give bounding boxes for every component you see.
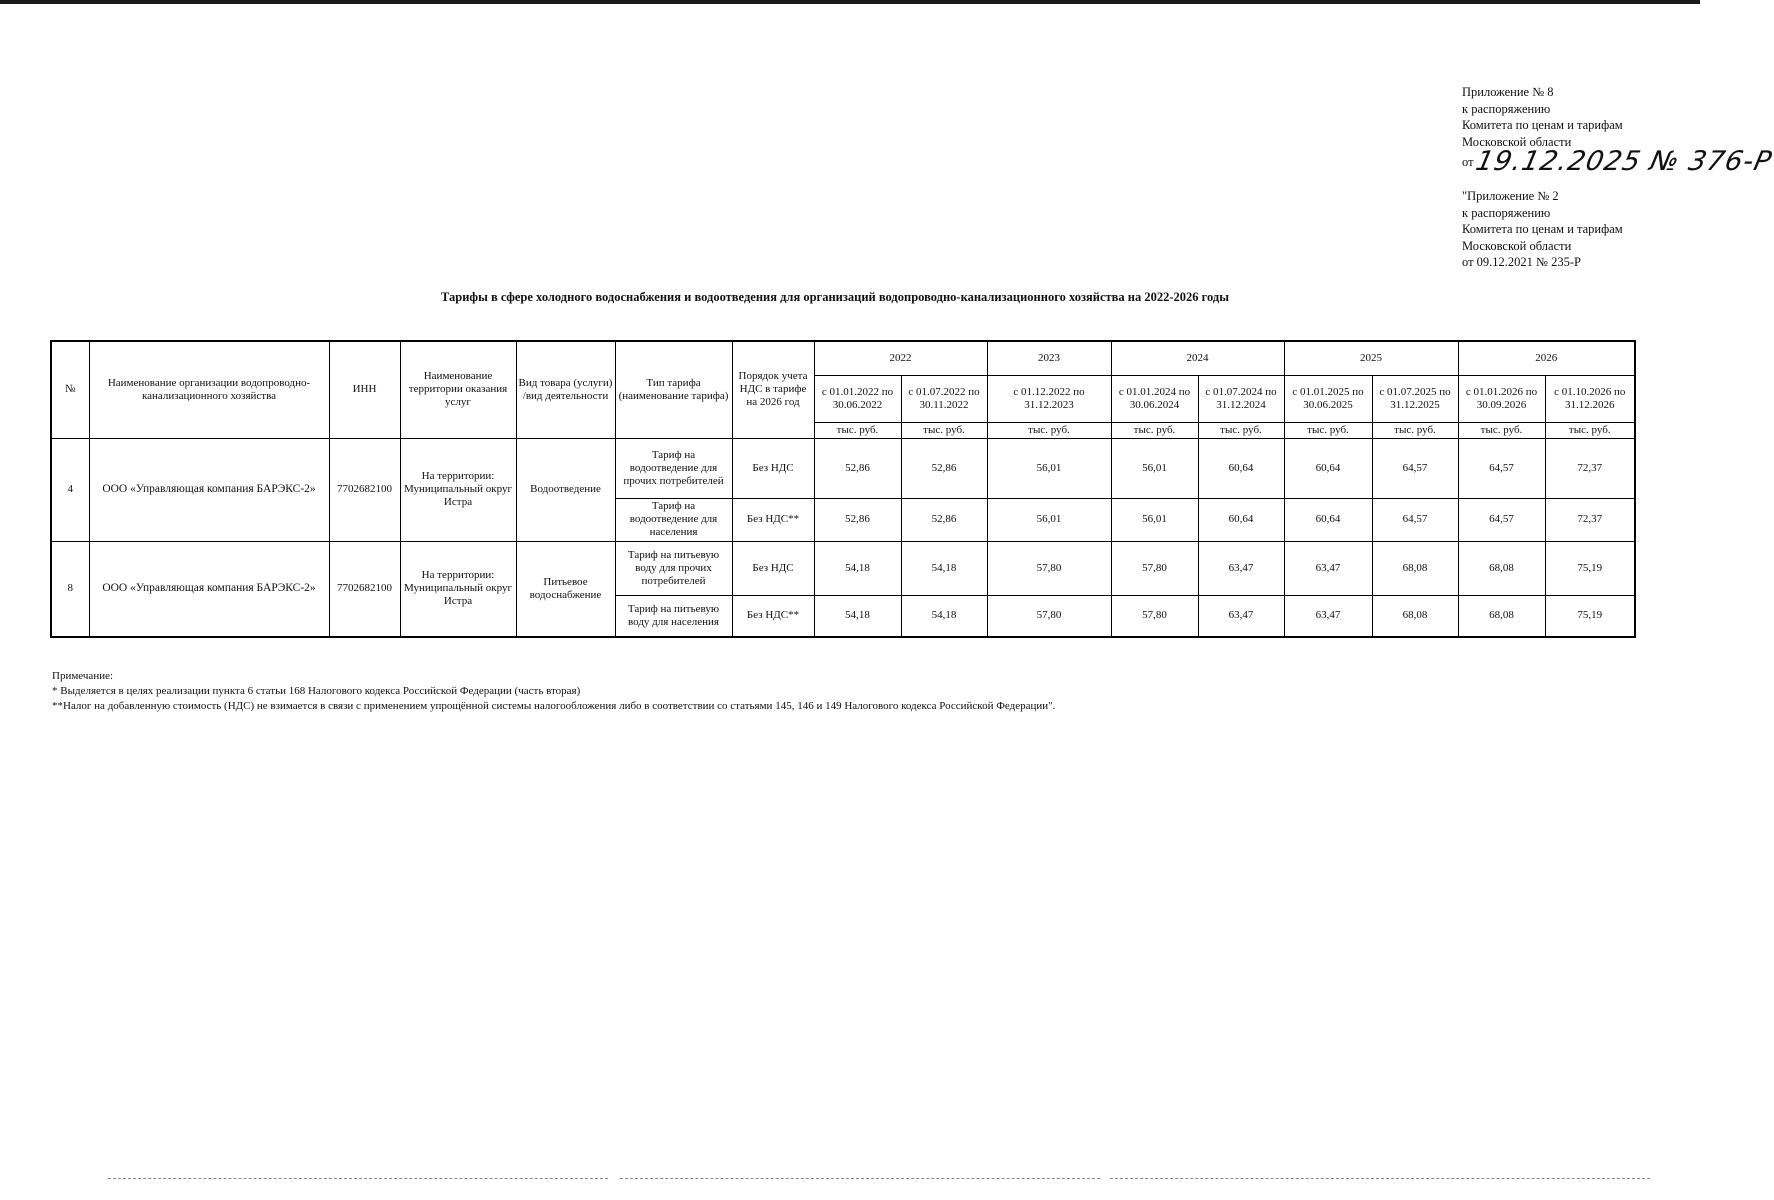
tariff-value: 54,18 (814, 541, 901, 595)
header-unit: тыс. руб. (814, 422, 901, 438)
tariff-value: 63,47 (1198, 541, 1284, 595)
notes-heading: Примечание: (52, 670, 114, 682)
header-year: 2023 (987, 341, 1111, 375)
header-period: с 01.01.2024 по 30.06.2024 (1111, 375, 1198, 422)
tariff-value: 52,86 (814, 438, 901, 498)
note-line: * Выделяется в целях реализации пункта 6 статьи 168 Налогового кодекса Российской Федерации (часть вторая) (52, 685, 581, 697)
appendix-line: Комитета по ценам и тарифам (1462, 118, 1623, 132)
header-year: 2026 (1458, 341, 1635, 375)
tariff-value: 57,80 (1111, 595, 1198, 637)
original-appendix-header (1462, 188, 1623, 271)
appendix-line: Московской области (1462, 238, 1572, 253)
territory: На территории: Муниципальный округ Истра (400, 541, 516, 637)
tariff-value: 54,18 (814, 595, 901, 637)
tariff-value: 56,01 (1111, 498, 1198, 541)
tariff-value: 68,08 (1372, 595, 1458, 637)
vat-mode: Без НДС (732, 438, 814, 498)
scan-artifact-line (108, 1178, 608, 1179)
header-period: с 01.07.2022 по 30.11.2022 (901, 375, 987, 422)
tariff-value: 63,47 (1198, 595, 1284, 637)
tariff-value: 64,57 (1372, 438, 1458, 498)
tariff-value: 72,37 (1545, 498, 1635, 541)
header-goods: Вид товара (услуги) /вид деятельности (516, 341, 615, 438)
inn: 7702682100 (329, 438, 400, 541)
vat-mode: Без НДС (732, 541, 814, 595)
header-unit: тыс. руб. (1198, 422, 1284, 438)
tariff-value: 60,64 (1284, 498, 1372, 541)
tariff-value: 63,47 (1284, 595, 1372, 637)
document-title: Тарифы в сфере холодного водоснабжения и водоотведения для организаций водопроводно-канализационного хозяйства на 2022-2026 годы (441, 290, 1229, 304)
tariff-value: 68,08 (1458, 595, 1545, 637)
scan-top-edge (0, 0, 1700, 4)
header-num: № (51, 341, 89, 438)
scan-artifact-line (620, 1178, 1100, 1179)
appendix-header (1462, 84, 1774, 177)
header-period: с 01.12.2022 по 31.12.2023 (987, 375, 1111, 422)
goods-type: Водоотведение (516, 438, 615, 541)
territory: На территории: Муниципальный округ Истра (400, 438, 516, 541)
header-org: Наименование организации водопроводно-канализационного хозяйства (89, 341, 329, 438)
goods-type: Питьевое водоснабжение (516, 541, 615, 637)
tariff-value: 57,80 (1111, 541, 1198, 595)
scan-artifact-line (1110, 1178, 1650, 1179)
tariff-value: 64,57 (1458, 438, 1545, 498)
header-unit: тыс. руб. (901, 422, 987, 438)
org-name: ООО «Управляющая компания БАРЭКС-2» (89, 438, 329, 541)
notes-section (52, 669, 1055, 714)
header-unit: тыс. руб. (987, 422, 1111, 438)
tariff-type: Тариф на питьевую воду для прочих потребителей (615, 541, 732, 595)
tariff-type: Тариф на водоотведение для населения (615, 498, 732, 541)
appendix-date-line (1462, 146, 1774, 177)
tariff-value: 56,01 (1111, 438, 1198, 498)
tariff-value: 57,80 (987, 541, 1111, 595)
tariff-value: 68,08 (1458, 541, 1545, 595)
header-unit: тыс. руб. (1545, 422, 1635, 438)
header-unit: тыс. руб. (1458, 422, 1545, 438)
header-period: с 01.01.2026 по 30.09.2026 (1458, 375, 1545, 422)
appendix-line: к распоряжению (1462, 205, 1551, 220)
header-unit: тыс. руб. (1284, 422, 1372, 438)
handwritten-date-number: 19.12.2025 № 376-Р (1472, 146, 1774, 177)
tariff-value: 60,64 (1198, 438, 1284, 498)
tariff-value: 52,86 (901, 498, 987, 541)
table-row (51, 541, 1635, 595)
tariff-table (50, 340, 1636, 638)
tariff-value: 64,57 (1458, 498, 1545, 541)
header-tariff-type: Тип тарифа (наименование тарифа) (615, 341, 732, 438)
vat-mode: Без НДС** (732, 595, 814, 637)
appendix-line: Комитета по ценам и тарифам (1462, 222, 1623, 236)
appendix-line: Приложение № 8 (1462, 85, 1554, 99)
appendix-date-prefix: от (1462, 155, 1474, 169)
header-row-years (51, 341, 1635, 375)
tariff-value: 52,86 (814, 498, 901, 541)
header-period: с 01.10.2026 по 31.12.2026 (1545, 375, 1635, 422)
header-period: с 01.01.2022 по 30.06.2022 (814, 375, 901, 422)
tariff-value: 56,01 (987, 498, 1111, 541)
tariff-type: Тариф на питьевую воду для населения (615, 595, 732, 637)
tariff-value: 68,08 (1372, 541, 1458, 595)
header-year: 2025 (1284, 341, 1458, 375)
tariff-type: Тариф на водоотведение для прочих потребителей (615, 438, 732, 498)
tariff-value: 54,18 (901, 595, 987, 637)
tariff-value: 52,86 (901, 438, 987, 498)
header-year: 2022 (814, 341, 987, 375)
tariff-value: 60,64 (1284, 438, 1372, 498)
org-name: ООО «Управляющая компания БАРЭКС-2» (89, 541, 329, 637)
header-unit: тыс. руб. (1111, 422, 1198, 438)
header-unit: тыс. руб. (1372, 422, 1458, 438)
tariff-value: 72,37 (1545, 438, 1635, 498)
header-territory: Наименование территории оказания услуг (400, 341, 516, 438)
row-num: 4 (51, 438, 89, 541)
note-line: **Налог на добавленную стоимость (НДС) не взимается в связи с применением упрощённой системы налогообложения либо в соответствии со статьями 145, 146 и 149 Налогового кодекса Российской Федерации". (52, 700, 1056, 712)
tariff-value: 75,19 (1545, 595, 1635, 637)
appendix-line: от 09.12.2021 № 235-Р (1462, 255, 1581, 269)
header-year: 2024 (1111, 341, 1284, 375)
appendix-line: Московской области (1462, 134, 1572, 149)
appendix-line: к распоряжению (1462, 101, 1551, 116)
tariff-value: 60,64 (1198, 498, 1284, 541)
inn: 7702682100 (329, 541, 400, 637)
table-row (51, 438, 1635, 498)
header-vat: Порядок учета НДС в тарифе на 2026 год (732, 341, 814, 438)
row-num: 8 (51, 541, 89, 637)
tariff-value: 57,80 (987, 595, 1111, 637)
appendix-line: "Приложение № 2 (1462, 189, 1559, 203)
tariff-value: 63,47 (1284, 541, 1372, 595)
header-period: с 01.07.2025 по 31.12.2025 (1372, 375, 1458, 422)
tariff-value: 64,57 (1372, 498, 1458, 541)
tariff-value: 56,01 (987, 438, 1111, 498)
tariff-value: 54,18 (901, 541, 987, 595)
header-inn: ИНН (329, 341, 400, 438)
tariff-value: 75,19 (1545, 541, 1635, 595)
header-period: с 01.07.2024 по 31.12.2024 (1198, 375, 1284, 422)
header-period: с 01.01.2025 по 30.06.2025 (1284, 375, 1372, 422)
vat-mode: Без НДС** (732, 498, 814, 541)
